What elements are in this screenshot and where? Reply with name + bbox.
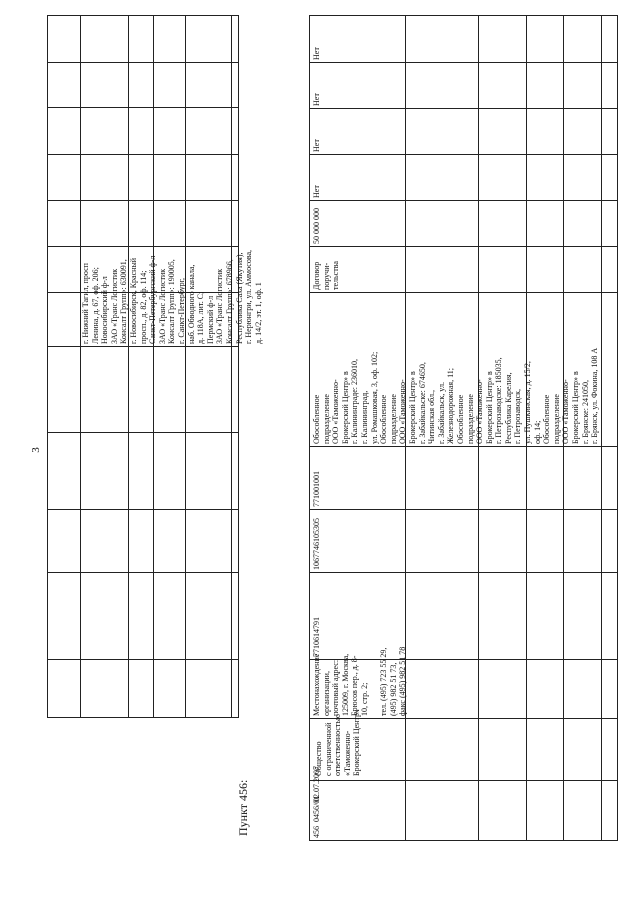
flag-2-cell: Нет <box>312 139 321 152</box>
lower-table <box>309 15 618 841</box>
branches-cell: Обособленное подразделение ООО «Таможенно- Брокерский Центр» в г. Калининграде: 236010, г. Калининград, ул. Ромашковая, 3, оф. 102; Обособленное подразделение ООО «Таможенно- Брокерский Центр» в г. Забайкальске: 674650, Читинская обл., г. Забайкальск, ул. Железнодорожная, 11; Обособленное подразделение ООО «Таможенно- Брокерский Центр» в г. Петрозаводске: 185035, Республика Карелия, г. Петрозаводск, ул. Пушкинская, д. 15/2, оф. 14; Обособленное подразделение ООО «Таможенно- Брокерский Центр» в г. Брянске: 241050, г. Брянск, ул. Фокина, 108 А <box>312 347 600 444</box>
flag-1-cell: Нет <box>312 185 321 198</box>
address-cell: г. Нижний Тагил, просп Ленина, д. 67, оф. 206; Новосибирский ф-л ЗАО «Транс Логистик Консалт Групп»: 630091, г. Новосибирск, Красный просп., д. 82, оф. 114; Санкт-Петербургский ф-л ЗАО «Транс Логистик Консалт Групп»: 190005, г. Санкт-Петербург, наб. Обводного канала, д. 118А, лит. С; Пермский ф-л ЗАО «Транс Логистик Консалт Групп»: 678966, Республика Саха (Якутия), г. Нерюнгри, ул. Аммосова, д. 14/2, эт. 1, оф. 1 <box>81 249 263 344</box>
name-cell: Общество с ограниченной ответственностью «Таможенно- Брокерский Центр» <box>314 708 362 776</box>
inn-cell: 7710614791 <box>312 617 321 657</box>
amount-cell: 50 000 000 <box>312 208 321 244</box>
date-cell: 02.07.2007 <box>312 766 321 802</box>
registry-number-cell: 0456/01 <box>312 795 321 822</box>
page-number: 3 <box>30 447 42 453</box>
flag-3-cell: Нет <box>312 93 321 106</box>
flag-4-cell: Нет <box>312 47 321 60</box>
row-number-cell: 456 <box>312 826 321 838</box>
kpp-cell: 771001001 <box>312 471 321 507</box>
location-cell: Местонахождение организации, почтовый адрес: 125009, г. Москва, Брюсов пер., д. 8- 10, стр. 2; тел. (495) 723 55 29, (495) 982 51 73, факс (495) 982 51 78 <box>312 646 408 716</box>
section-title: Пункт 456: <box>236 779 250 836</box>
security-type-cell: Договор поручи- тельства <box>312 261 341 290</box>
upper-table <box>47 15 263 718</box>
ogrn-cell: 1067746105305 <box>312 518 321 570</box>
